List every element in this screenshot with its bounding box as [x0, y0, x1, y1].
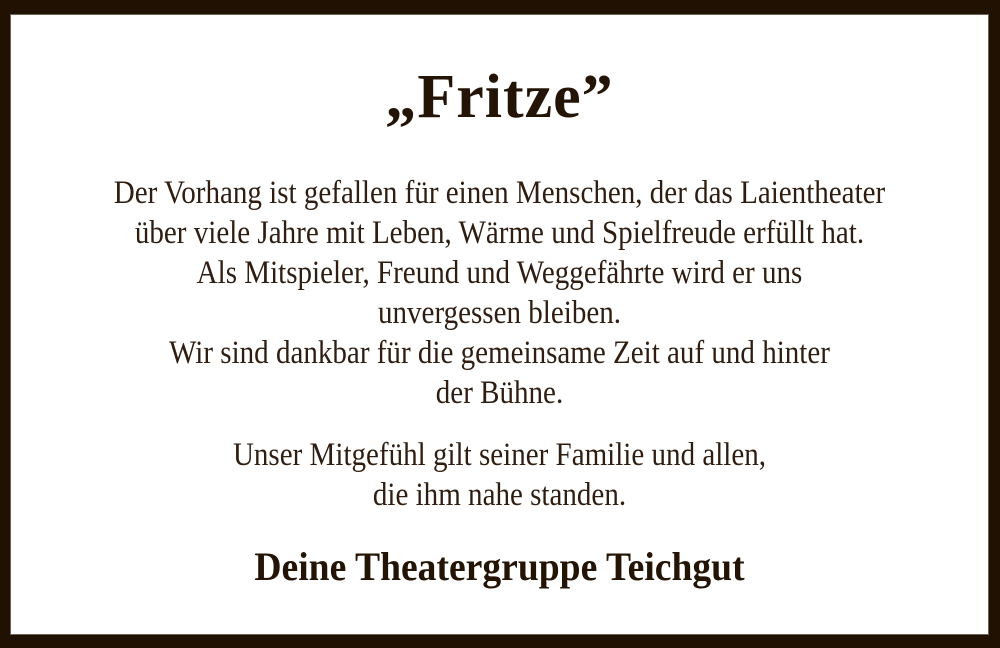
- obituary-text-line: Unser Mitgefühl gilt seiner Familie und allen,: [232, 437, 767, 473]
- obituary-text-line: über viele Jahre mit Leben, Wärme und Spielfreude erfüllt hat.: [134, 215, 865, 251]
- obituary-text-line: der Bühne.: [435, 375, 564, 411]
- obituary-signature-text: Deine Theatergruppe Teichgut: [254, 544, 745, 589]
- obituary-paragraph-condolence: [11, 435, 988, 515]
- obituary-text-line: die ihm nahe standen.: [372, 477, 627, 513]
- obituary-text-line: Wir sind dankbar für die gemeinsame Zeit auf und hinter: [169, 335, 830, 371]
- obituary-title: „Fritze”: [385, 63, 614, 131]
- obituary-text-line: unvergessen bleiben.: [377, 295, 622, 331]
- obituary-paper: [10, 14, 989, 635]
- obituary-paragraph-main: [11, 173, 988, 413]
- obituary-text-line: Als Mitspieler, Freund und Weggefährte wird er uns: [196, 255, 803, 291]
- obituary-text-line: Der Vorhang ist gefallen für einen Menschen, der das Laientheater: [113, 175, 886, 211]
- obituary-signature: [11, 543, 988, 591]
